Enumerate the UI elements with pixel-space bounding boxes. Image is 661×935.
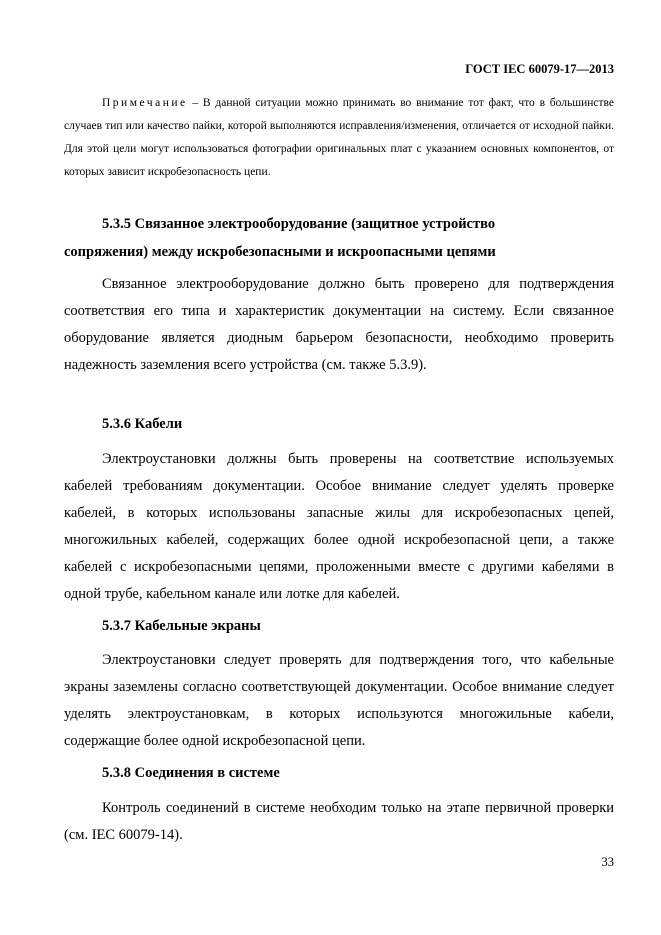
section-5-3-8-title: 5.3.8 Соединения в системе bbox=[102, 765, 280, 781]
document-code-header: ГОСТ IEC 60079-17—2013 bbox=[465, 62, 614, 76]
section-5-3-7-title: 5.3.7 Кабельные экраны bbox=[102, 618, 261, 634]
note-paragraph bbox=[64, 92, 614, 184]
section-5-3-5-title-line1: 5.3.5 Связанное электрооборудование (защитное устройство bbox=[102, 216, 496, 232]
section-5-3-5-title-line2: сопряжения) между искробезопасными и искроопасными цепями bbox=[64, 244, 496, 260]
section-5-3-6-text: Электроустановки должны быть проверены на соответствие используемых кабелей требованиям документации. Особое внимание следует уделять проверке кабелей, в которых использованы запасные жилы для искробезопасных цепей, многожильных кабелей, содержащих более одной искробезопасной цепи, а также кабелей с искробезопасными цепями, проложенными вместе с другими кабелями в одной трубе, кабельном канале или лотке для кабелей. bbox=[64, 451, 614, 602]
section-5-3-8-text: Контроль соединений в системе необходим только на этапе первичной проверки (см. IEC 60079-14). bbox=[64, 800, 614, 843]
page-number: 33 bbox=[601, 855, 614, 869]
section-5-3-6-title: 5.3.6 Кабели bbox=[102, 416, 183, 432]
section-5-3-7-text: Электроустановки следует проверять для подтверждения того, что кабельные экраны заземлены согласно соответствующей документации. Особое внимание следует уделять электроустановкам, в которых используются многожильные кабели, содержащие более одной искробезопасной цепи. bbox=[64, 652, 614, 749]
section-5-3-5-text: Связанное электрооборудование должно быть проверено для подтверждения соответствия его типа и характеристик документации на систему. Если связанное оборудование является диодным барьером безопасности, необходимо проверить надежность заземления всего устройства (см. также 5.3.9). bbox=[64, 276, 614, 373]
note-label: Примечание bbox=[102, 97, 188, 109]
note-text: – В данной ситуации можно принимать во внимание тот факт, что в большинстве случаев тип или качество пайки, которой выполняются исправления/изменения, отличается от исходной пайки. Для этой цели могут использоваться фотографии оригинальных плат с указанием основных компонентов, от которых зависит искробезопасность цепи. bbox=[64, 97, 614, 178]
